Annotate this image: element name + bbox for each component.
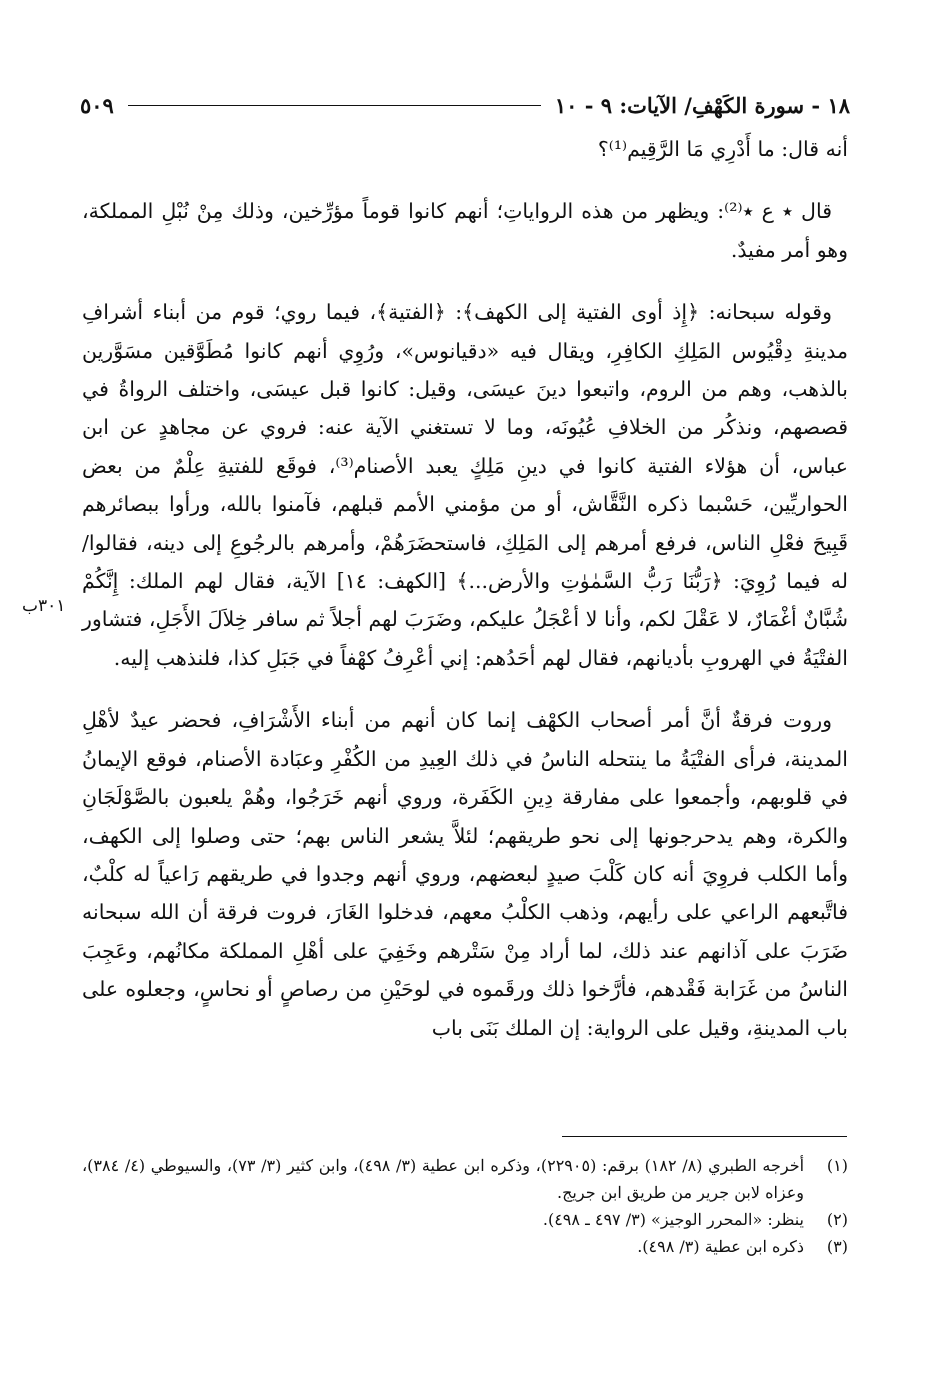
footnote-separator bbox=[562, 1136, 847, 1137]
page-header bbox=[80, 88, 850, 122]
paragraph: أنه قال: ما أَدْرِي مَا الرَّقِيم⁽¹⁾؟ bbox=[597, 137, 848, 161]
footnote-text: ينظر: «المحرر الوجيز» (٣/ ٤٩٧ ـ ٤٩٨). bbox=[542, 1210, 804, 1229]
footnote bbox=[82, 1152, 848, 1206]
footnote bbox=[82, 1233, 848, 1260]
main-text bbox=[82, 130, 848, 1047]
page-number: ٥٠٩ bbox=[80, 92, 114, 118]
footnote bbox=[82, 1206, 848, 1233]
paragraph: وروت فرقةٌ أنَّ أمر أصحاب الكهْف إنما كان أنهم من أبناء الأَشْرَافِ، فحضر عيدٌ لأهْلِ المدينة، فرأى الفتْيَةُ ما ينتحله الناسُ في ذلك العِيدِ من الكُفْرِ وعبَادة الأصنام، فوقع الإيمانُ في قلوبهم، وأجمعوا على مفارقة دِينِ الكَفَرة، وروي أنهم خَرَجُوا، وهُمْ يلعبون بالصَّوْلَجَانِ والكرة، وهم يدحرجونها إلى نحو طريقهم؛ لئلاَّ يشعر الناس بهم؛ حتى وصلوا إلى الكهف، وأما الكلب فروِيَ أنه كان كَلْبَ صيدٍ لبعضهم، وروي أنهم وجدوا في طريقهم رَاعياً له كلْبٌ، فاتَّبعهم الراعي على رأيهم، وذهب الكلْبُ معهم، فدخلوا الغَارَ، فروت فرقة أن الله سبحانه ضَرَبَ على آذانهم عند ذلك، لما أراد مِنْ سَتْرهم وخَفِيَ على أهْلِ المملكة مكانُهم، وعَجِبَ الناسُ من غَرَابة فَقْدهم، فأرَّخوا ذلك ورقَموه في لوحَيْنِ من رصاصٍ أو نحاسٍ، وجعلوه على باب المدينةِ، وقيل على الرواية: إن الملك بَنَى باب bbox=[82, 708, 848, 1040]
paragraph: قال ٭ ع ٭⁽²⁾: ويظهر من هذه الرواياتِ؛ أنهم كانوا قوماً مؤرِّخين، وذلك مِنْ نُبْلِ المملكة، وهو أمر مفيدٌ. bbox=[82, 199, 848, 262]
paragraph: وقوله سبحانه: ﴿إِذ أوى الفتية إلى الكهف﴾: ﴿الفتية﴾، فيما روي؛ قوم من أبناء أشرافِ مدينةِ دِقْيُوس المَلِكِ الكافِرِ، ويقال فيه «دقيانوس»، ورُوِي أنهم كانوا مُطَوَّقين مسَوَّرين بالذهب، وهم من الروم، واتبعوا دينَ عيسَى، وقيل: كانوا قبل عيسَى، واختلف الرواةُ في قصصهم، ونذكُر من الخلافِ عُيُونَه، وما لا تستغني الآية عنه: فروي عن مجاهدٍ عن ابن عباس، أن هؤلاء الفتية كانوا في دينِ مَلِكٍ يعبد الأصنام⁽³⁾، فوقَع للفتيةِ عِلْمٌ من بعض الحواريِّين، حَسْبما ذكره النَّقَّاش، أو من مؤمني الأمم قبلهم، فآمنوا بالله، ورأوا ببصائرهم قَبِيحَ فعْلِ الناس، فرفع أمرهم إلى المَلِكِ، فاستحضَرَهُمْ، وأمرهم بالرجُوعِ إلى دينه، فقالوا/ له فيما رُوِيَ: ﴿رَبُّنَا رَبُّ السَّمٰوٰتِ والأرض...﴾ [الكهف: ١٤] الآية، فقال لهم الملك: إِنَّكُمْ شُبَّانٌ أغْمَارٌ، لا عَقْلَ لكم، وأنا لا أعْجَلُ عليكم، وضَرَبَ لهم أجلاً ثم سافر خِلاَلَ الأَجَلِ، فتشاور الفتْيَةُ في الهروبِ بأديانهم، فقال لهم أحَدُهم: إني أعْرِفُ كهْفاً في جَبَلِ كذا، فلنذهب إليه. bbox=[82, 300, 848, 670]
header-rule bbox=[128, 105, 541, 106]
manuscript-folio-note: ٣٠١ب bbox=[22, 596, 66, 616]
footnote-text: أخرجه الطبري (٨/ ١٨٢) برقم: (٢٢٩٠٥)، وذكره ابن عطية (٣/ ٤٩٨)، وابن كثير (٣/ ٧٣)، والسيوطي (٤/ ٣٨٤)، وعزاه لابن جرير من طريق ابن جريج. bbox=[82, 1156, 805, 1202]
running-title: ١٨ - سورة الكَهْفِ/ الآيات: ٩ - ١٠ bbox=[554, 92, 850, 118]
footnote-text: ذكره ابن عطية (٣/ ٤٩٨). bbox=[637, 1237, 804, 1256]
footnote-number: (٢) bbox=[826, 1210, 848, 1229]
footnotes bbox=[82, 1152, 848, 1260]
footnote-number: (٣) bbox=[826, 1237, 848, 1256]
footnote-number: (١) bbox=[826, 1156, 848, 1175]
